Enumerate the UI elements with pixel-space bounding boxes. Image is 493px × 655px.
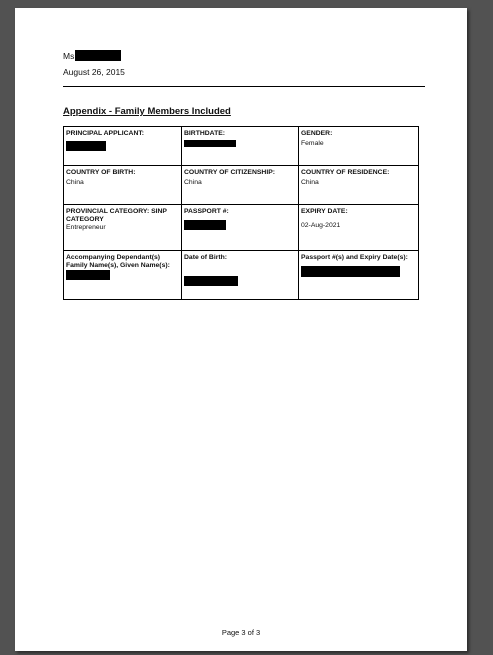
letter-date: August 26, 2015 — [63, 67, 125, 77]
cell-label: Date of Birth: — [184, 254, 228, 261]
cell-label: Passport #(s) and Expiry Date(s): — [301, 254, 408, 261]
cell-label: PRINCIPAL APPLICANT: — [66, 130, 145, 137]
redacted-value — [66, 270, 110, 280]
cell-value: China — [301, 179, 319, 187]
family-members-table — [63, 126, 419, 300]
appendix-heading: Appendix - Family Members Included — [63, 106, 231, 117]
table-cell — [182, 166, 299, 205]
cell-label: EXPIRY DATE: — [301, 208, 348, 215]
cell-label: PROVINCIAL CATEGORY: SINP CATEGORY — [66, 208, 167, 224]
salutation-text: Ms — [63, 50, 75, 61]
redacted-value — [301, 266, 400, 277]
salutation — [63, 50, 121, 61]
cell-label: COUNTRY OF RESIDENCE: — [301, 169, 390, 176]
redacted-name — [75, 50, 121, 61]
cell-label: GENDER: — [301, 130, 333, 137]
table-cell — [64, 251, 182, 300]
table-row — [64, 251, 419, 300]
table-cell — [64, 127, 182, 166]
cell-label: COUNTRY OF CITIZENSHIP: — [184, 169, 276, 176]
redacted-value — [184, 220, 226, 230]
redacted-value — [184, 276, 238, 286]
cell-value: China — [66, 179, 84, 187]
cell-label: PASSPORT #: — [184, 208, 229, 215]
table-cell — [64, 205, 182, 251]
cell-label: BIRTHDATE: — [184, 130, 226, 137]
cell-value: Entrepreneur — [66, 224, 106, 232]
cell-value: 02-Aug-2021 — [301, 222, 341, 230]
document-page — [15, 8, 467, 651]
cell-label: Accompanying Dependant(s) Family Name(s), Given Name(s): — [66, 254, 170, 270]
table-cell — [182, 205, 299, 251]
page-number: Page 3 of 3 — [221, 628, 261, 637]
table-cell — [182, 127, 299, 166]
redacted-value — [66, 141, 106, 151]
horizontal-rule — [63, 86, 425, 87]
table-cell — [299, 205, 419, 251]
table-row — [64, 205, 419, 251]
table-cell — [299, 251, 419, 300]
table-cell — [299, 127, 419, 166]
table-cell — [299, 166, 419, 205]
cell-label: COUNTRY OF BIRTH: — [66, 169, 136, 176]
table-cell — [64, 166, 182, 205]
table-row — [64, 127, 419, 166]
cell-value: Female — [301, 140, 324, 148]
redacted-value — [184, 140, 236, 147]
table-cell — [182, 251, 299, 300]
cell-value: China — [184, 179, 202, 187]
table-row — [64, 166, 419, 205]
